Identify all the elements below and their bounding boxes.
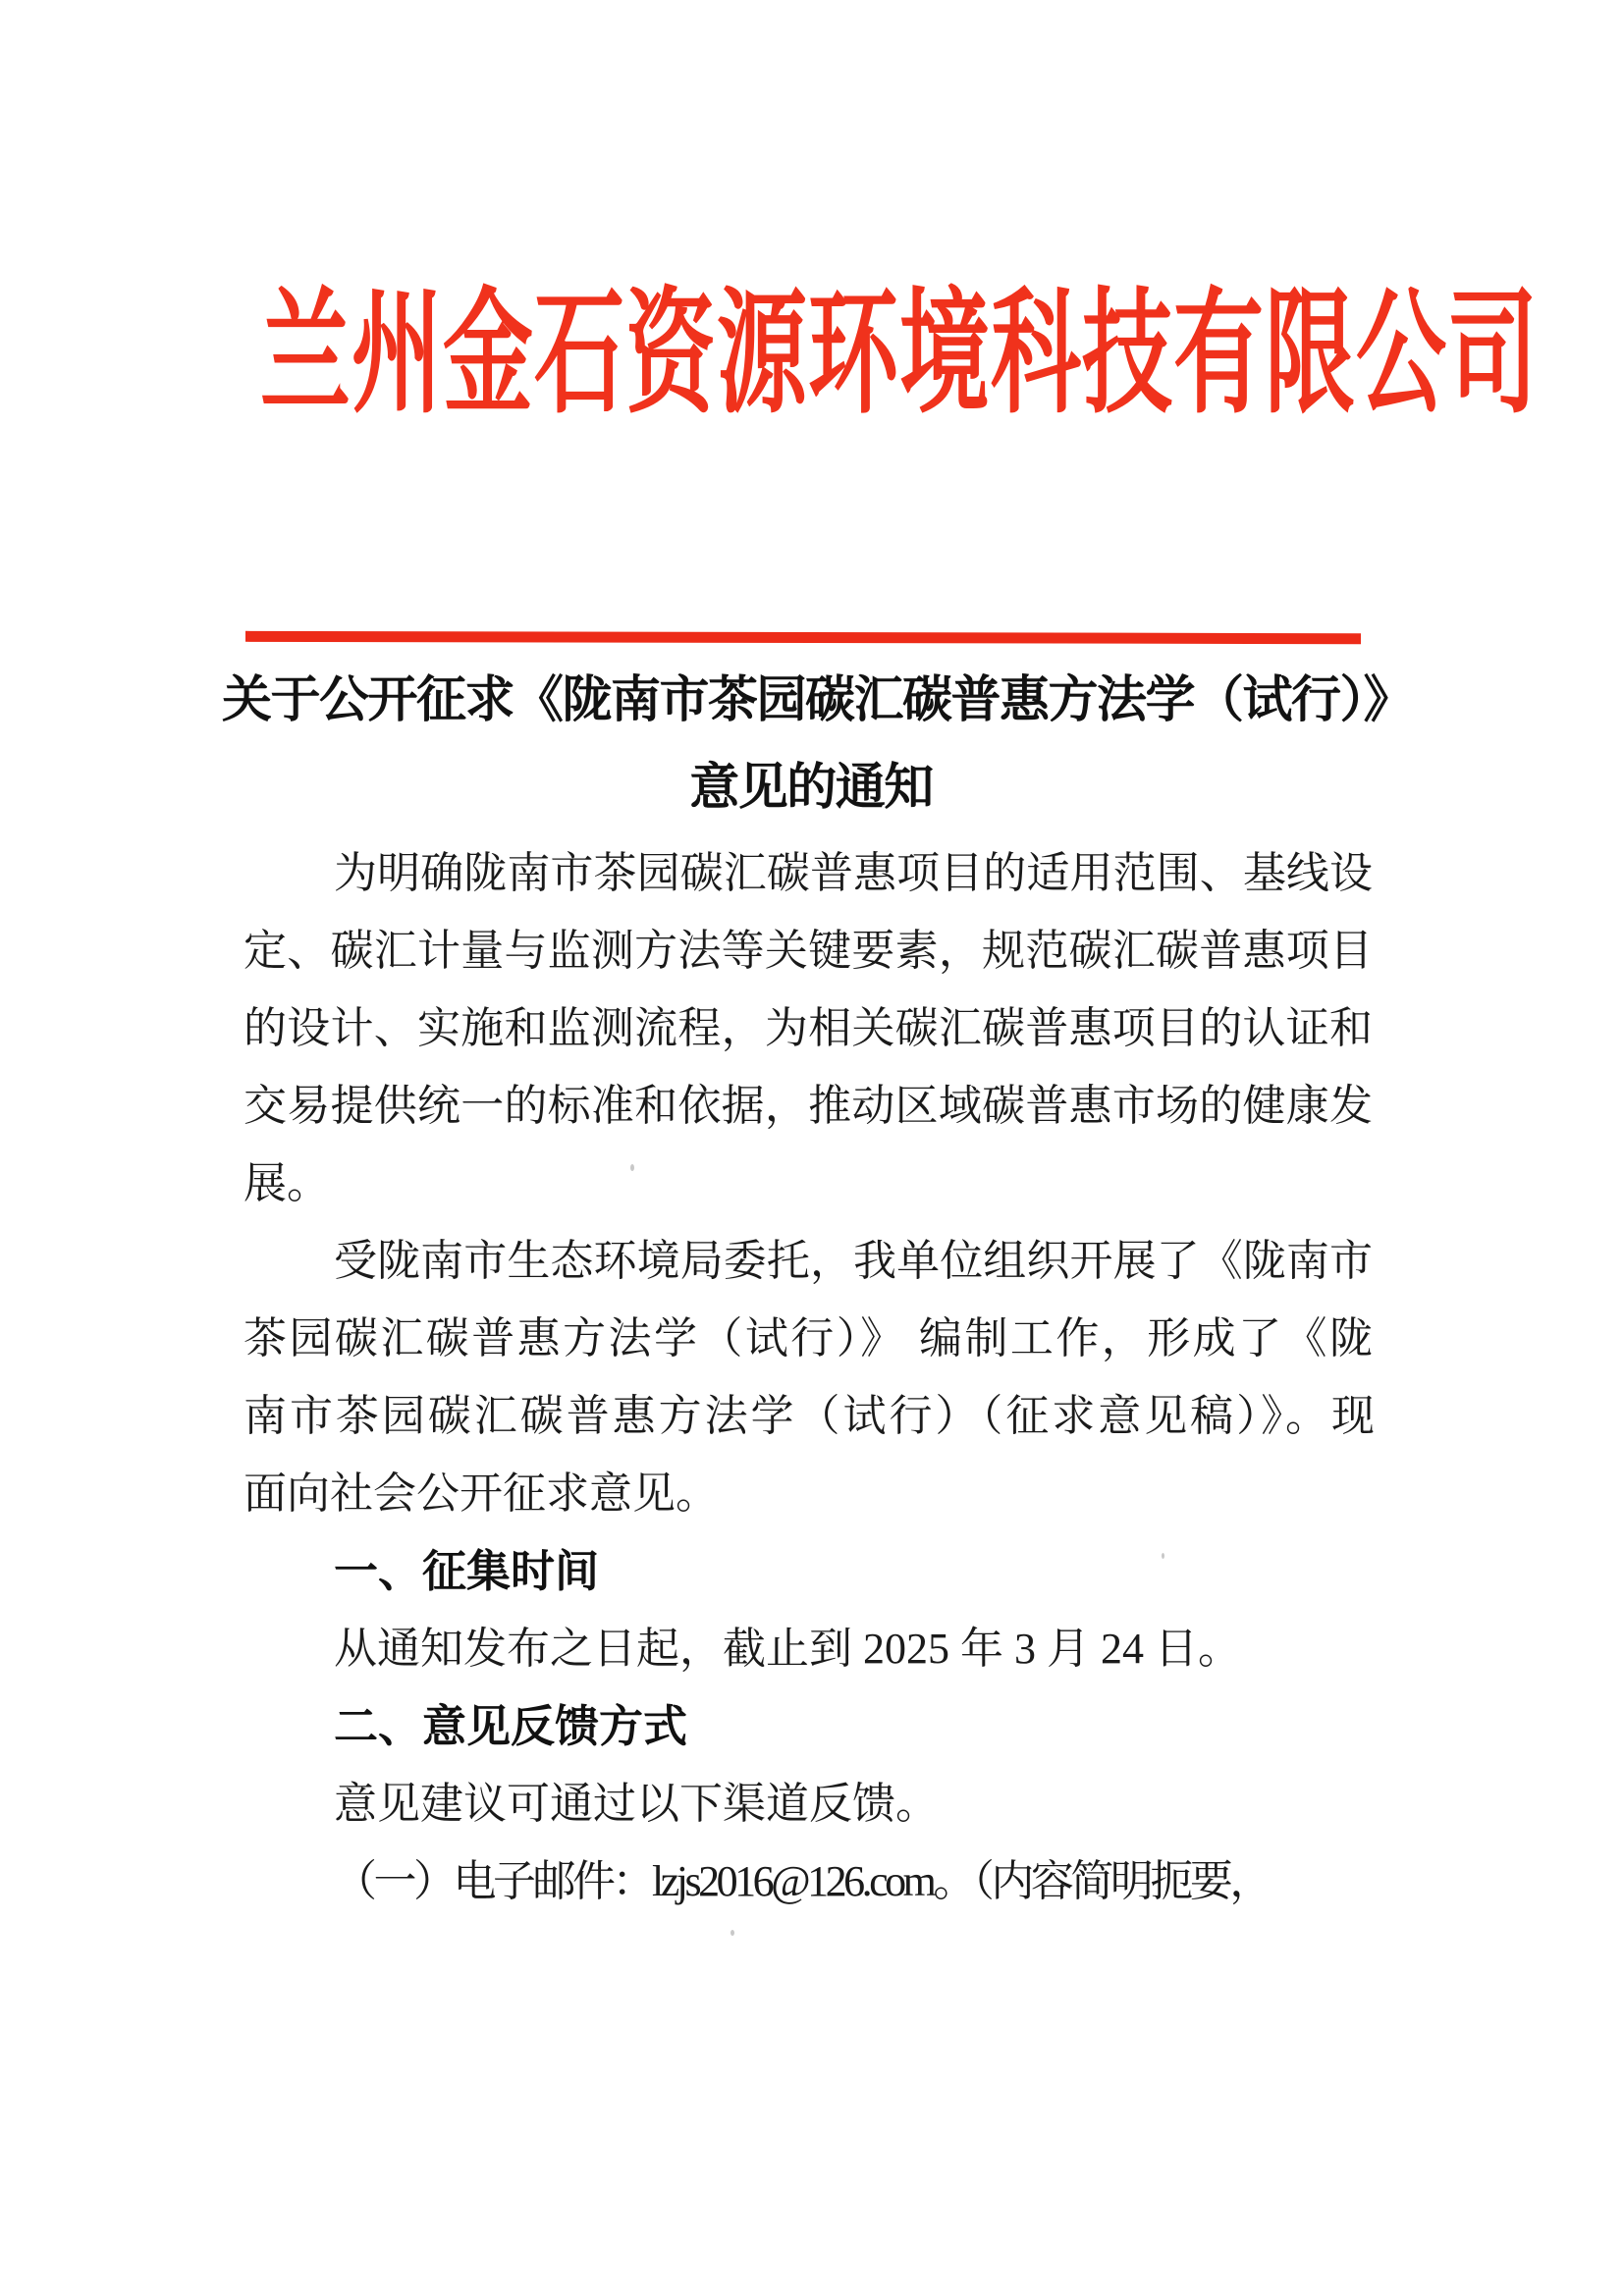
document-body [243,834,1373,1920]
body-line: 为明确陇南市茶园碳汇碳普惠项目的适用范围、基线设 [334,849,1373,897]
body-line: 受陇南市生态环境局委托，我单位组织开展了《陇南市 [334,1237,1373,1285]
body-line: 从通知发布之日起，截止到 2025 年 3 月 24 日。 [334,1625,1241,1673]
body-line: 南市茶园碳汇碳普惠方法学（试行）（征求意见稿）》。现 [243,1392,1373,1440]
body-line-email: （一）电子邮件：lzjs2016@126.com。（内容简明扼要， [334,1857,1270,1905]
body-line: 面向社会公开征求意见。 [243,1469,719,1518]
company-letterhead: 兰州金石资源环境科技有限公司 [260,279,1540,430]
body-line: 交易提供统一的标准和依据，推动区域碳普惠市场的健康发 [243,1082,1373,1130]
scan-speck [1162,1553,1164,1559]
document-title [222,658,1413,832]
scan-speck [630,1164,634,1171]
document-title-line1: 关于公开征求《陇南市茶园碳汇碳普惠方法学（试行）》 [222,673,1413,728]
body-line: 的设计、实施和监测流程，为相关碳汇碳普惠项目的认证和 [243,1004,1373,1052]
red-divider-line [245,631,1361,644]
document-title-line2: 意见的通知 [689,761,933,816]
section-heading-collection-time: 一、征集时间 [334,1546,600,1596]
body-line: 意见建议可通过以下渠道反馈。 [334,1780,939,1828]
body-line: 茶园碳汇碳普惠方法学（试行）》 编制工作，形成了《陇 [243,1314,1373,1362]
section-heading-feedback-method: 二、意见反馈方式 [334,1701,688,1751]
body-line: 定、碳汇计量与监测方法等关键要素，规范碳汇碳普惠项目 [243,927,1373,975]
scan-speck [730,1930,734,1936]
body-line: 展。 [243,1159,330,1207]
